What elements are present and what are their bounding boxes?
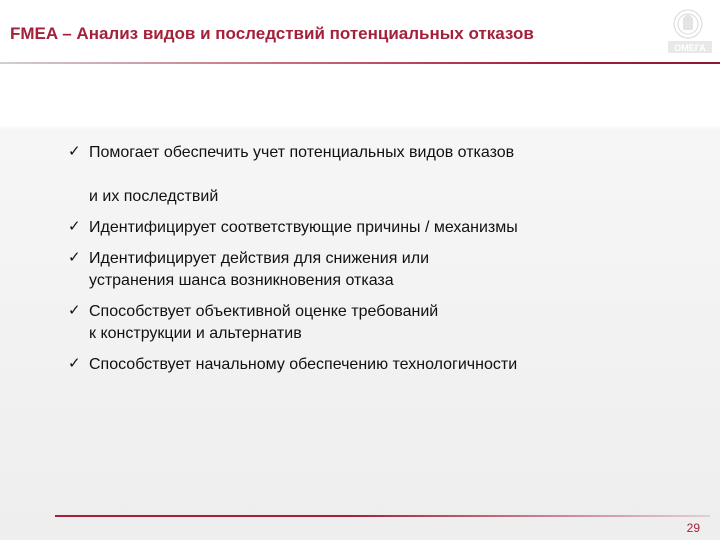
bullet-line: устранения шанса возникновения отказа [89,272,394,289]
bullet-list [68,142,668,385]
company-logo [628,6,714,62]
bullet-line: Способствует объективной оценке требований [89,303,439,320]
bullet-item [68,248,668,292]
bullet-item [68,354,668,376]
bullet-line: Помогает обеспечить учет потенциальных видов отказов [89,144,515,161]
checkmark-icon: ✓ [68,218,81,235]
slide-title: FMEA – Анализ видов и последствий потенциальных отказов [10,24,534,43]
bullet-line: к конструкции и альтернатив [89,325,302,342]
bullet-item [68,217,668,239]
logo-text: ОМЕГА [674,43,706,53]
checkmark-icon: ✓ [68,249,81,266]
bullet-line: Идентифицирует соответствующие причины / механизмы [89,219,518,236]
header-divider [0,62,720,64]
bullet-line: и их последствий [89,188,219,205]
checkmark-icon: ✓ [68,302,81,319]
footer-divider [55,515,710,517]
bullet-line: Идентифицирует действия для снижения или [89,250,430,267]
checkmark-icon: ✓ [68,143,81,160]
checkmark-icon: ✓ [68,355,81,372]
bullet-line: Способствует начальному обеспечению технологичности [89,356,518,373]
bullet-item [68,142,668,208]
bullet-item [68,301,668,345]
page-number: 29 [686,521,700,535]
